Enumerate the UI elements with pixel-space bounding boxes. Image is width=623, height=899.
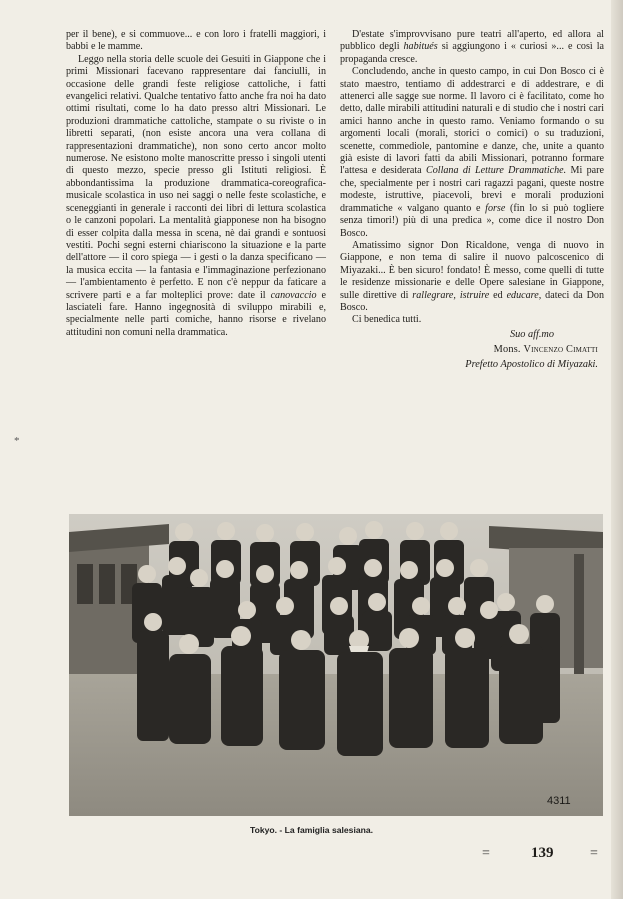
group-photo-illustration	[69, 514, 603, 816]
right-p3-end: dateci da Don Bosco.	[340, 289, 605, 313]
left-paragraph-1: per il bene), e si commuove... e con loro i fratelli maggiori, i babbi e le mamme.	[66, 29, 326, 53]
right-p2-italic: Collana di Letture Drammatiche.	[425, 165, 567, 177]
right-p2-mid: Mi pare che, specialmente per i nostri cari ragazzi pagani, queste nostre modeste, istruttive, piacevoli, brevi e morali produzioni drammatiche « valgano quanto e	[340, 165, 604, 214]
left-p2-italic: canovaccio	[270, 289, 317, 301]
right-p3-italic1: rallegrare, istruire	[412, 289, 490, 301]
right-p1-end: si aggiungono i « curiosi »... e così la propaganda cresce.	[340, 41, 604, 65]
right-p1-italic: habitués	[403, 41, 438, 53]
signature-closing: Suo aff.mo	[509, 328, 554, 340]
right-p2-end: (fin lo si può togliere senza timori!) più di una predica », come dice il nostro Don Bosco.	[340, 202, 604, 239]
page-number: 139	[531, 845, 554, 861]
signature-role: Prefetto Apostolico di Miyazaki.	[465, 358, 598, 370]
photo-caption: Tokyo. - La famiglia salesiana.	[249, 825, 374, 835]
page-edge-shadow	[611, 0, 623, 899]
left-p2-end: e lasciateli fare. Hanno ingegnosità di sviluppo mirabili e, specialmente nelle parti comiche, hanno risorse e rivelano attitudini non comuni nella drammatica.	[66, 289, 326, 338]
right-p3-text: Amatissimo signor Don Ricaldone, venga di nuovo in Giappone, e non tema di salire il nuovo palcoscenico di Miyazaki... È ben sicuro! fondato! È messo, come quelli di tutte le residenze missionarie e delle Opere salesiane in Giappone, sulle direttive di	[340, 239, 604, 301]
author-prefix: Mons.	[493, 343, 521, 355]
right-paragraph-2	[340, 66, 604, 240]
right-p2-italic2: forse	[485, 202, 506, 214]
right-paragraph-1	[340, 29, 604, 66]
footer-ornament-right: =	[590, 846, 596, 861]
right-p3-italic2: educare,	[506, 289, 542, 301]
right-p3-mid: ed	[489, 289, 507, 301]
right-paragraph-4: Ci benedica tutti.	[352, 314, 422, 326]
right-p2-text: Concludendo, anche in questo campo, in cui Don Bosco ci è stato maestro, tentiamo di addestrarci e di addestrare, e di attenerci alle sagge sue norme. Il lavoro ci è facilitato, come ho detto, dalle mirabili attitudini naturali e di studio che i nostri cari amici hanno anche in questo ramo. Veniamo formando o su argomenti locali (morali, storici o comici) o su traduzioni, scenette, commediole, pantomine e danze, che, unite a quanto già esiste di lavori fatti da abili Missionari, potranno formare l'attesa e desiderata	[340, 66, 604, 177]
group-photo	[69, 514, 603, 816]
photo-stamp: 4311	[547, 795, 571, 807]
signature-author	[340, 342, 598, 357]
right-text-column	[340, 29, 604, 372]
left-p2-text: Leggo nella storia delle scuole dei Gesuiti in Giappone che i primi Missionari facevano rappresentare dai fanciulli, in occasione delle grandi feste religiose cattoliche, i fatti evangelici relativi. Qualche tentativo fatto anche fra noi ha dato ottimi risultati, come lo ha dato presso altri Missionari. Le produzioni drammatiche cattoliche, stampate o su riviste o in libretti separati, (non esiste ancora una vera collana di rappresentazioni drammatiche), non sono certo ancor molto numerose. Ne esistono molte manoscritte presso i singoli utenti di questo mezzo, specie presso gli Istituti religiosi. È abbondantissima la produzione drammatica-coreografica-musicale scolastica in uso nei saggi o nelle feste scolastiche, e sceneggianti in generale i racconti dei libri di lettura scolastica o le canzoni popolari. La mentalità giapponese non ha bisogno di esser colpita dalla messa in scena, nè dai grandi e sontuosi vestiti. Pochi segni esterni chiariscono la situazione e la parte dell'attore — il coro spiega — i gesti o la danza specificano — la musica eccita — la fantasia e l'immaginazione perfezionano — l'ambientamento è perfetto. E non c'è neppur da faticare a scrivere parti e a far molteplici prove: date il	[66, 53, 326, 301]
footer-ornament-left: =	[482, 846, 488, 861]
left-text-column	[66, 29, 326, 339]
left-paragraph-2	[66, 54, 326, 339]
margin-mark: *	[14, 435, 20, 447]
right-paragraph-3	[340, 240, 604, 314]
right-p1-text: D'estate s'improvvisano pure teatri all'aperto, ed allora al pubblico degli	[340, 29, 604, 53]
author-name: Vincenzo Cimatti	[523, 343, 598, 355]
